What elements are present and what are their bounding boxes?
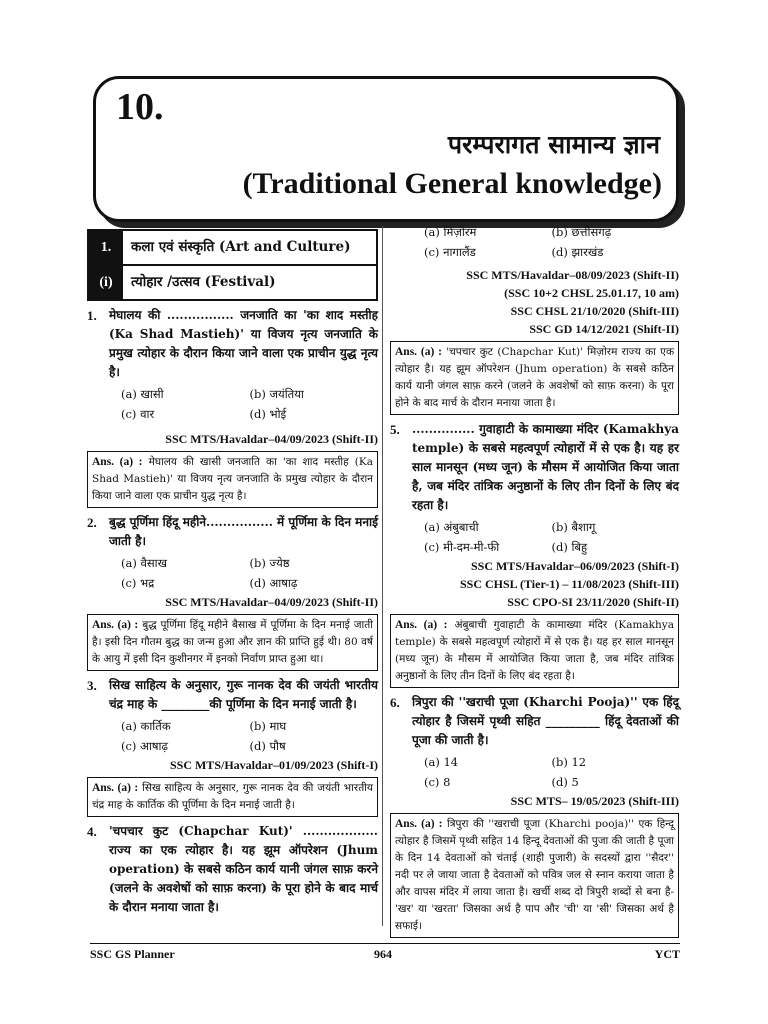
option-b: (b) ज्येष्ठ	[249, 556, 290, 570]
page-footer	[90, 947, 680, 963]
page-number: 964	[374, 947, 392, 961]
answer-box	[390, 341, 679, 415]
answer-text: त्रिपुरा की ''खराची पूजा (Kharchi pooja)'' एक हिन्दू त्योहार है जिसमें पृथ्वी सहित 14 हिन्दू देवताओं की पुजा की जाती है पूजा के दिन 14 देवताओं को चंताई (शाही पुजारी) के सदस्यों द्वारा ''सैदर'' नदी पर ले जाया जाता है देवताओं को पवित्र जल से स्नान कराया जाता है और वापस मंदिर में लाया जाता है। खर्ची शब्द दो त्रिपुरी शब्दों से बना है- 'खर' या 'खरता' जिसका अर्थ है पाप और 'ची' या 'सी' जिसका अर्थ है सफाई।	[395, 818, 674, 932]
chapter-header	[93, 76, 679, 222]
option-c: (c) नागालैंड	[424, 245, 476, 259]
option-d: (d) बिहु	[551, 540, 588, 554]
exam-source: SSC MTS– 19/05/2023 (Shift-III)	[510, 794, 679, 808]
question-4	[87, 822, 378, 917]
chapter-title-english: (Traditional General knowledge)	[242, 167, 662, 200]
option-b: (b) जयंतिया	[249, 387, 304, 401]
answer-text: सिख साहित्य के अनुसार, गुरू नानक देव की जयंती भारतीय चंद्र माह के कार्तिक की पूर्णिमा के दिन मनाई जाती है।	[92, 782, 373, 811]
exam-source: (SSC 10+2 CHSL 25.01.17, 10 am)	[504, 286, 679, 300]
question-2	[87, 513, 378, 551]
option-d: (d) पौष	[249, 739, 286, 753]
question-number: 2.	[87, 515, 97, 530]
options	[390, 222, 679, 262]
question-number: 5.	[390, 422, 400, 437]
options	[87, 716, 378, 756]
answer-label: Ans. (a) :	[92, 782, 139, 794]
exam-source: SSC GD 14/12/2021 (Shift-II)	[529, 322, 679, 336]
footer-rule	[90, 943, 680, 944]
option-d: (d) झारखंड	[551, 245, 604, 259]
option-d: (d) 5	[551, 775, 579, 789]
question-number: 1.	[87, 308, 97, 323]
options	[87, 384, 378, 424]
options	[87, 553, 378, 593]
answer-text: अंबुबाची गुवाहाटी के कामाख्या मंदिर (Kamakhya temple) के सबसे महत्वपूर्ण त्योहारों में से एक है। यह हर साल मानसून (मध्य जून) के मौसम में आयोजित किया जाता है, जब मंदिर तांत्रिक अनुष्ठानों के लिए तीन दिनों के लिए बंद रहता है।	[395, 619, 674, 682]
subsection-title: त्योहार /उत्सव (Festival)	[131, 274, 276, 290]
answer-text: बुद्ध पूर्णिमा हिंदू महीने बैसाख में पूर्णिमा के दिन मनाई जाती है। इसी दिन गौतम बुद्ध का जन्म हुआ और ज्ञान की प्राप्ति हुई थी। 80 वर्ष के आयु में इसी दिन कुशीनगर में इनको निर्वाण प्राप्त हुआ था।	[92, 619, 373, 665]
left-column	[87, 229, 378, 917]
exam-source: SSC MTS/Havaldar–06/09/2023 (Shift-I)	[470, 559, 679, 573]
option-a: (a) अंबुबाची	[424, 520, 479, 534]
subsection-number: (i)	[89, 266, 123, 299]
subsection-heading	[87, 266, 378, 301]
option-a: (a) 14	[424, 755, 459, 769]
option-b: (b) 12	[551, 755, 587, 769]
question-text: त्रिपुरा की ''खराची पूजा (Kharchi Pooja)'' एक हिंदू त्योहार है जिसमें पृथ्वी सहित _________ हिंदू देवताओं की पूजा की जाती है।	[412, 695, 679, 747]
option-d: (d) आषाढ़	[249, 576, 298, 590]
publisher-name: YCT	[654, 947, 680, 961]
exam-source: SSC CHSL (Tier-1) – 11/08/2023 (Shift-III)	[459, 577, 679, 591]
exam-source: SSC MTS/Havaldar–08/09/2023 (Shift-II)	[466, 268, 679, 282]
answer-text: मेघालय की खासी जनजाति का 'का शाद मस्तीह (Ka Shad Mastieh)' या विजय नृत्य जनजाति के प्रमुख त्योहार के दौरान किया जाने वाला एक प्राचीन युद्ध नृत्य है।	[92, 456, 373, 502]
section-heading	[87, 229, 378, 266]
answer-label: Ans. (a) :	[92, 456, 143, 468]
answer-box	[87, 777, 378, 817]
question-number: 6.	[390, 695, 400, 710]
option-b: (b) बैशागू	[551, 520, 596, 534]
question-number: 3.	[87, 678, 97, 693]
option-c: (c) मी-दम-मी-फी	[424, 540, 500, 554]
question-number: 4.	[87, 824, 97, 839]
exam-source: SSC CHSL 21/10/2020 (Shift-III)	[510, 304, 679, 318]
options	[390, 752, 679, 792]
question-text: ............... गुवाहाटी के कामाख्या मंदिर (Kamakhya temple) के सबसे महत्वपूर्ण त्योहारों में से एक है। यह हर साल मानसून (मध्य जून) के मौसम में आयोजित किया जाता है, जब मंदिर तांत्रिक अनुष्ठानों के लिए तीन दिनों के लिए बंद रहता है।	[412, 422, 679, 512]
footer-book-title: SSC GS Planner	[90, 947, 175, 961]
option-a: (a) वैसाख	[121, 556, 168, 570]
option-c: (c) 8	[424, 775, 451, 789]
question-3	[87, 676, 378, 714]
right-column	[390, 222, 679, 938]
option-a: (a) मिज़ोरम	[424, 225, 477, 239]
option-c: (c) वार	[121, 407, 155, 421]
column-divider	[382, 226, 383, 926]
answer-box	[87, 451, 378, 508]
chapter-number: 10.	[116, 86, 164, 128]
question-1	[87, 306, 378, 382]
answer-text: 'चपचार कुट (Chapchar Kut)' मिज़ोरम राज्य का एक त्योहार है। यह झूम ऑपरेशन (Jhum operation) के सबसे कठिन कार्य यानी जंगल साफ़ करने (जलने के अवशेषों को साफ़ करना) के पूरा होने के बाद मार्च के दौरान मनाया जाता है।	[395, 346, 675, 409]
question-text: सिख साहित्य के अनुसार, गुरू नानक देव की जयंती भारतीय चंद्र माह के ________की पूर्णिमा के दिन मनाई जाती है।	[109, 678, 378, 711]
answer-box	[87, 614, 378, 671]
answer-label: Ans. (a) :	[92, 619, 139, 631]
exam-source: SSC MTS/Havaldar–01/09/2023 (Shift-I)	[169, 758, 378, 772]
exam-source: SSC MTS/Havaldar–04/09/2023 (Shift-II)	[165, 595, 378, 609]
exam-source: SSC CPO-SI 23/11/2020 (Shift-II)	[507, 595, 679, 609]
option-c: (c) आषाढ़	[121, 739, 168, 753]
options	[390, 517, 679, 557]
question-text: बुद्ध पूर्णिमा हिंदू महीने................ में पूर्णिमा के दिन मनाई जाती है।	[109, 515, 379, 548]
question-text: मेघालय की ................ जनजाति का 'का शाद मस्तीह (Ka Shad Mastieh)' या विजय नृत्य जनजाति के प्रमुख त्योहार के दौरान किया जाने वाला एक प्राचीन युद्ध नृत्य है।	[109, 308, 378, 379]
answer-box	[390, 614, 679, 688]
answer-label: Ans. (a) :	[395, 818, 443, 830]
exam-source: SSC MTS/Havaldar–04/09/2023 (Shift-II)	[165, 432, 378, 446]
option-b: (b) माघ	[249, 719, 287, 733]
answer-label: Ans. (a) :	[395, 346, 442, 358]
chapter-title-hindi: परम्परागत सामान्य ज्ञान	[447, 130, 660, 159]
question-text: 'चपचार कुट (Chapchar Kut)' .................. राज्य का एक त्योहार है। यह झूम ऑपरेशन (Jhum operation) के सबसे कठिन कार्य यानी जंगल साफ़ करने (जलने के अवशेषों को साफ़ करना) के पूरा होने के बाद मार्च के दौरान मनाया जाता है।	[109, 824, 378, 914]
answer-label: Ans. (a) :	[395, 619, 448, 631]
option-b: (b) छत्तीसगढ़	[551, 225, 612, 239]
section-title: कला एवं संस्कृति (Art and Culture)	[131, 239, 351, 255]
option-a: (a) खासी	[121, 387, 164, 401]
option-a: (a) कार्तिक	[121, 719, 171, 733]
option-d: (d) भोई	[249, 407, 287, 421]
option-c: (c) भद्र	[121, 576, 155, 590]
section-number: 1.	[89, 231, 123, 264]
answer-box	[390, 813, 679, 938]
question-6	[390, 693, 679, 750]
question-5	[390, 420, 679, 515]
